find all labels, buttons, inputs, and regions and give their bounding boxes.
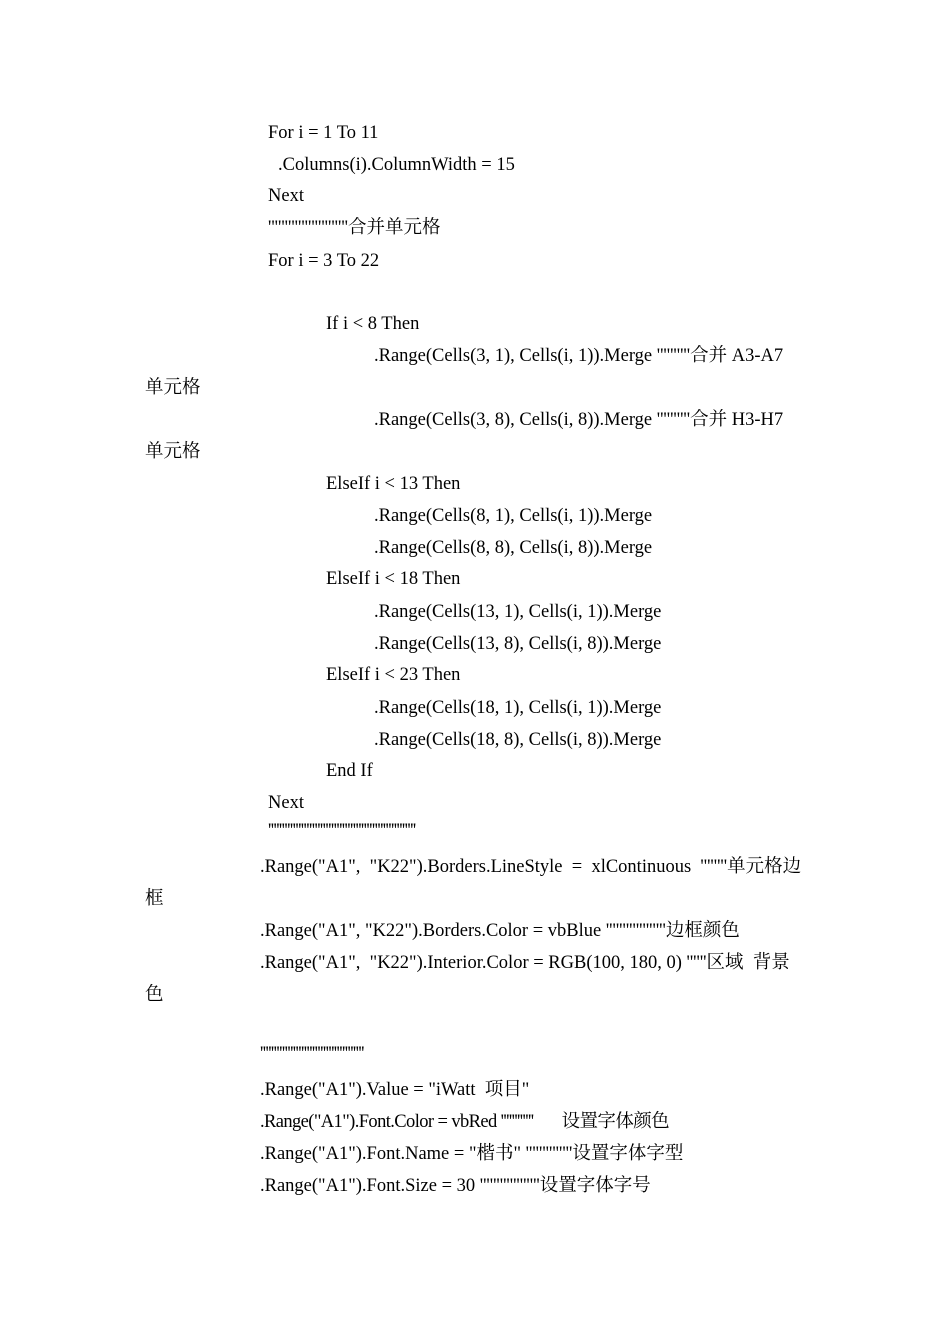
code-line: '''''''''''''''''''''''''''''''''''''' <box>260 1044 364 1064</box>
code-line: For i = 1 To 11 <box>268 123 379 143</box>
code-line: .Range(Cells(18, 1), Cells(i, 1)).Merge <box>374 698 662 718</box>
code-line: .Range(Cells(3, 8), Cells(i, 8)).Merge ''''''''''合并 H3-H7 <box>374 410 784 430</box>
code-line: For i = 3 To 22 <box>268 251 380 271</box>
code-line: 色 <box>145 985 164 1005</box>
code-line: If i < 8 Then <box>326 314 420 334</box>
code-line: Next <box>268 793 304 813</box>
code-line: ElseIf i < 18 Then <box>326 569 461 589</box>
code-line: ''''''''''''''''''''''''合并单元格 <box>268 218 441 238</box>
code-line: ElseIf i < 23 Then <box>326 665 461 685</box>
code-line: .Range("A1").Font.Color = vbRed '''''''''''' 设置字体颜色 <box>260 1112 670 1132</box>
code-line: .Range(Cells(18, 8), Cells(i, 8)).Merge <box>374 730 662 750</box>
code-line: ElseIf i < 13 Then <box>326 474 461 494</box>
code-line: 框 <box>145 889 164 909</box>
code-line: .Range(Cells(13, 8), Cells(i, 8)).Merge <box>374 634 662 654</box>
code-line: 单元格 <box>145 442 201 462</box>
code-line: .Range("A1", "K22").Interior.Color = RGB(100, 180, 0) ''''''区域 背景 <box>260 953 790 973</box>
code-line: .Range(Cells(8, 8), Cells(i, 8)).Merge <box>374 538 653 558</box>
code-line: End If <box>326 761 373 781</box>
code-line: 单元格 <box>145 378 201 398</box>
code-line: .Range("A1").Font.Name = "楷书" ''''''''''''''设置字体字型 <box>260 1144 684 1164</box>
code-line: .Columns(i).ColumnWidth = 15 <box>278 155 515 175</box>
code-line: .Range(Cells(13, 1), Cells(i, 1)).Merge <box>374 602 662 622</box>
code-line: Next <box>268 186 304 206</box>
code-line: .Range("A1", "K22").Borders.LineStyle = xlContinuous ''''''''单元格边 <box>260 857 802 877</box>
code-line: .Range("A1").Value = "iWatt 项目" <box>260 1080 530 1100</box>
code-line: .Range("A1", "K22").Borders.Color = vbBlue ''''''''''''''''''边框颜色 <box>260 921 740 941</box>
code-line: .Range(Cells(8, 1), Cells(i, 1)).Merge <box>374 506 653 526</box>
code-line: .Range(Cells(3, 1), Cells(i, 1)).Merge ''''''''''合并 A3-A7 <box>374 346 784 366</box>
code-line: '''''''''''''''''''''''''''''''''''''''''''''''''''''' <box>268 821 416 841</box>
code-line: .Range("A1").Font.Size = 30 ''''''''''''''''''设置字体字号 <box>260 1176 651 1196</box>
